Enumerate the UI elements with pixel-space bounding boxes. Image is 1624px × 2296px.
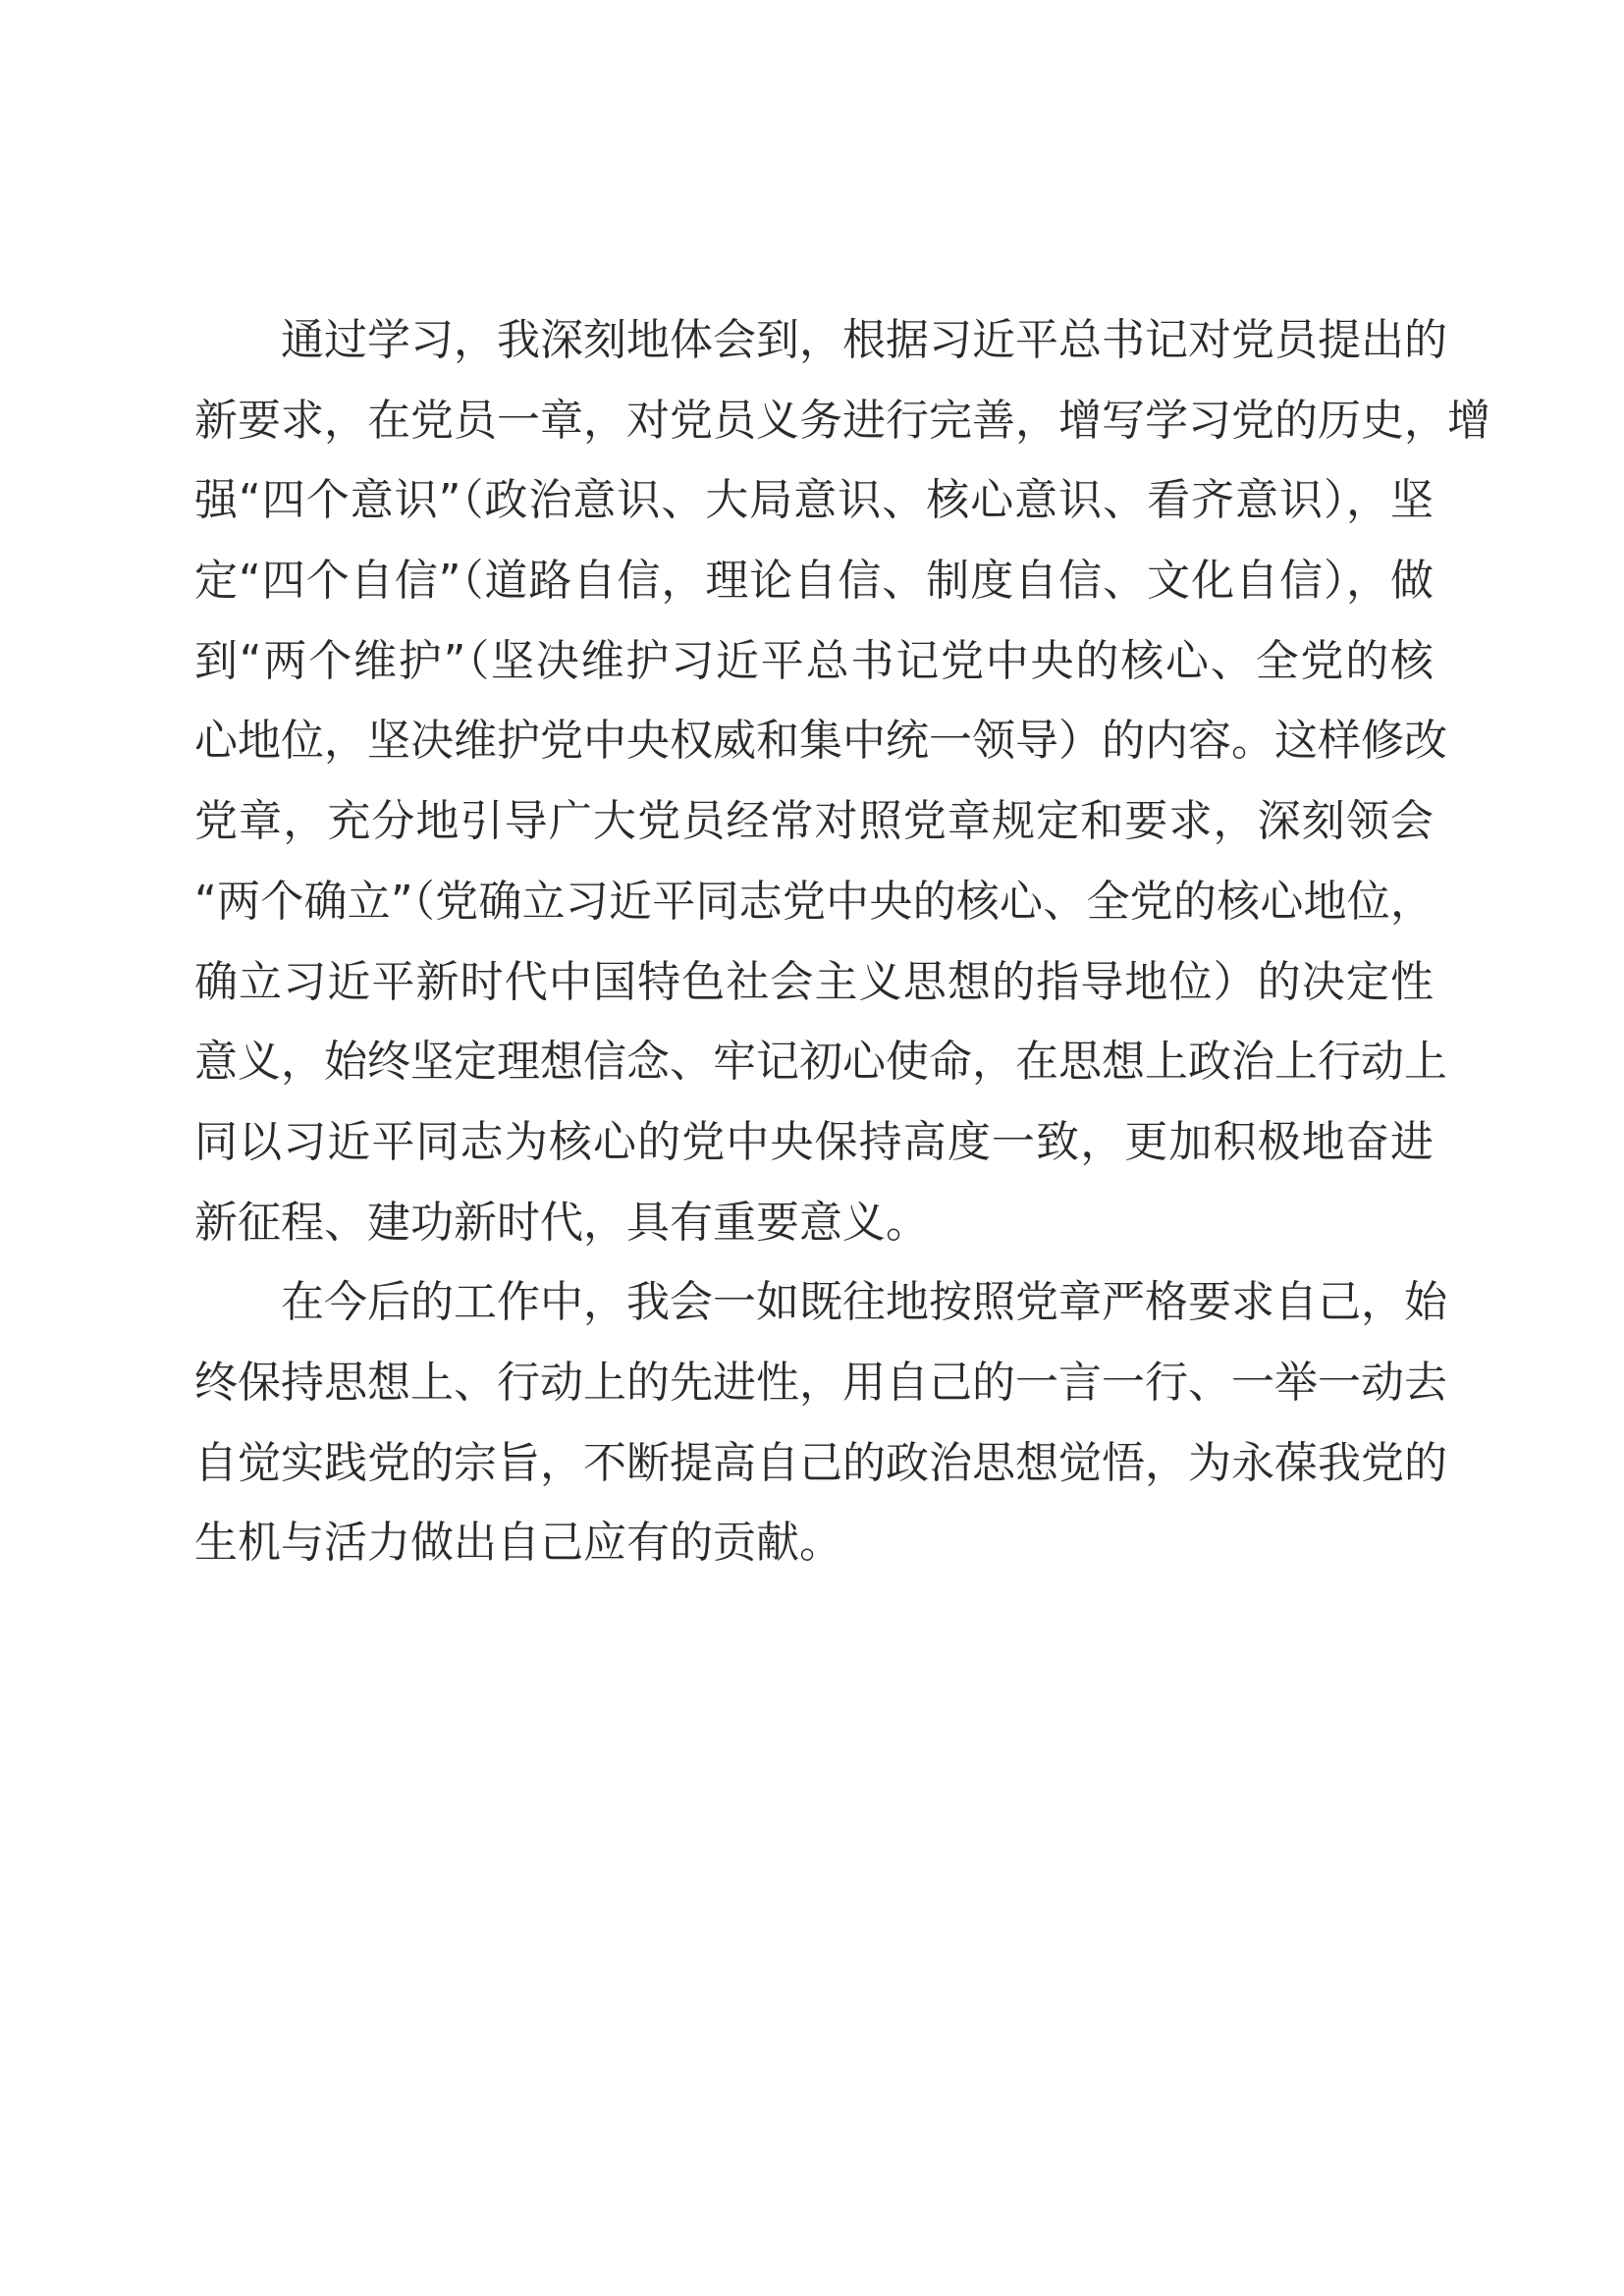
paragraph-line: 确立习近平新时代中国特色社会主义思想的指导地位）的决定性 [194,956,1434,1007]
paragraph-line: 生机与活力做出自己应有的贡献。 [194,1518,842,1569]
paragraph-line: 到“两个维护”（坚决维护习近平总书记党中央的核心、全党的核 [194,635,1434,686]
paragraph-line: 党章，充分地引导广大党员经常对照党章规定和要求，深刻领会 [194,796,1434,847]
paragraph-line: 定“四个自信”（道路自信，理论自信、制度自信、文化自信），做 [194,556,1434,607]
paragraph [194,1262,1447,1583]
paragraph-line: “两个确立”（党确立习近平同志党中央的核心、全党的核心地位， [194,876,1434,927]
paragraph-line: 心地位，坚决维护党中央权威和集中统一领导）的内容。这样修改 [194,716,1447,767]
paragraph-line: 通过学习，我深刻地体会到，根据习近平总书记对党员提出的 [194,315,1447,365]
paragraph [194,300,1490,1262]
document-body [194,300,1490,1583]
paragraph-line: 强“四个意识”（政治意识、大局意识、核心意识、看齐意识），坚 [194,475,1434,526]
paragraph-line: 意义，始终坚定理想信念、牢记初心使命，在思想上政治上行动上 [194,1037,1447,1088]
paragraph-line: 新要求，在党员一章，对党员义务进行完善，增写学习党的历史，增 [194,395,1490,446]
paragraph-line: 同以习近平同志为核心的党中央保持高度一致，更加积极地奋进 [194,1116,1434,1167]
paragraph-line: 新征程、建功新时代，具有重要意义。 [194,1197,929,1248]
paragraph-line: 自觉实践党的宗旨，不断提高自己的政治思想觉悟，为永葆我党的 [194,1437,1447,1488]
paragraph-line: 终保持思想上、行动上的先进性，用自己的一言一行、一举一动去 [194,1357,1447,1408]
paragraph-line: 在今后的工作中，我会一如既往地按照党章严格要求自己，始 [194,1277,1447,1328]
